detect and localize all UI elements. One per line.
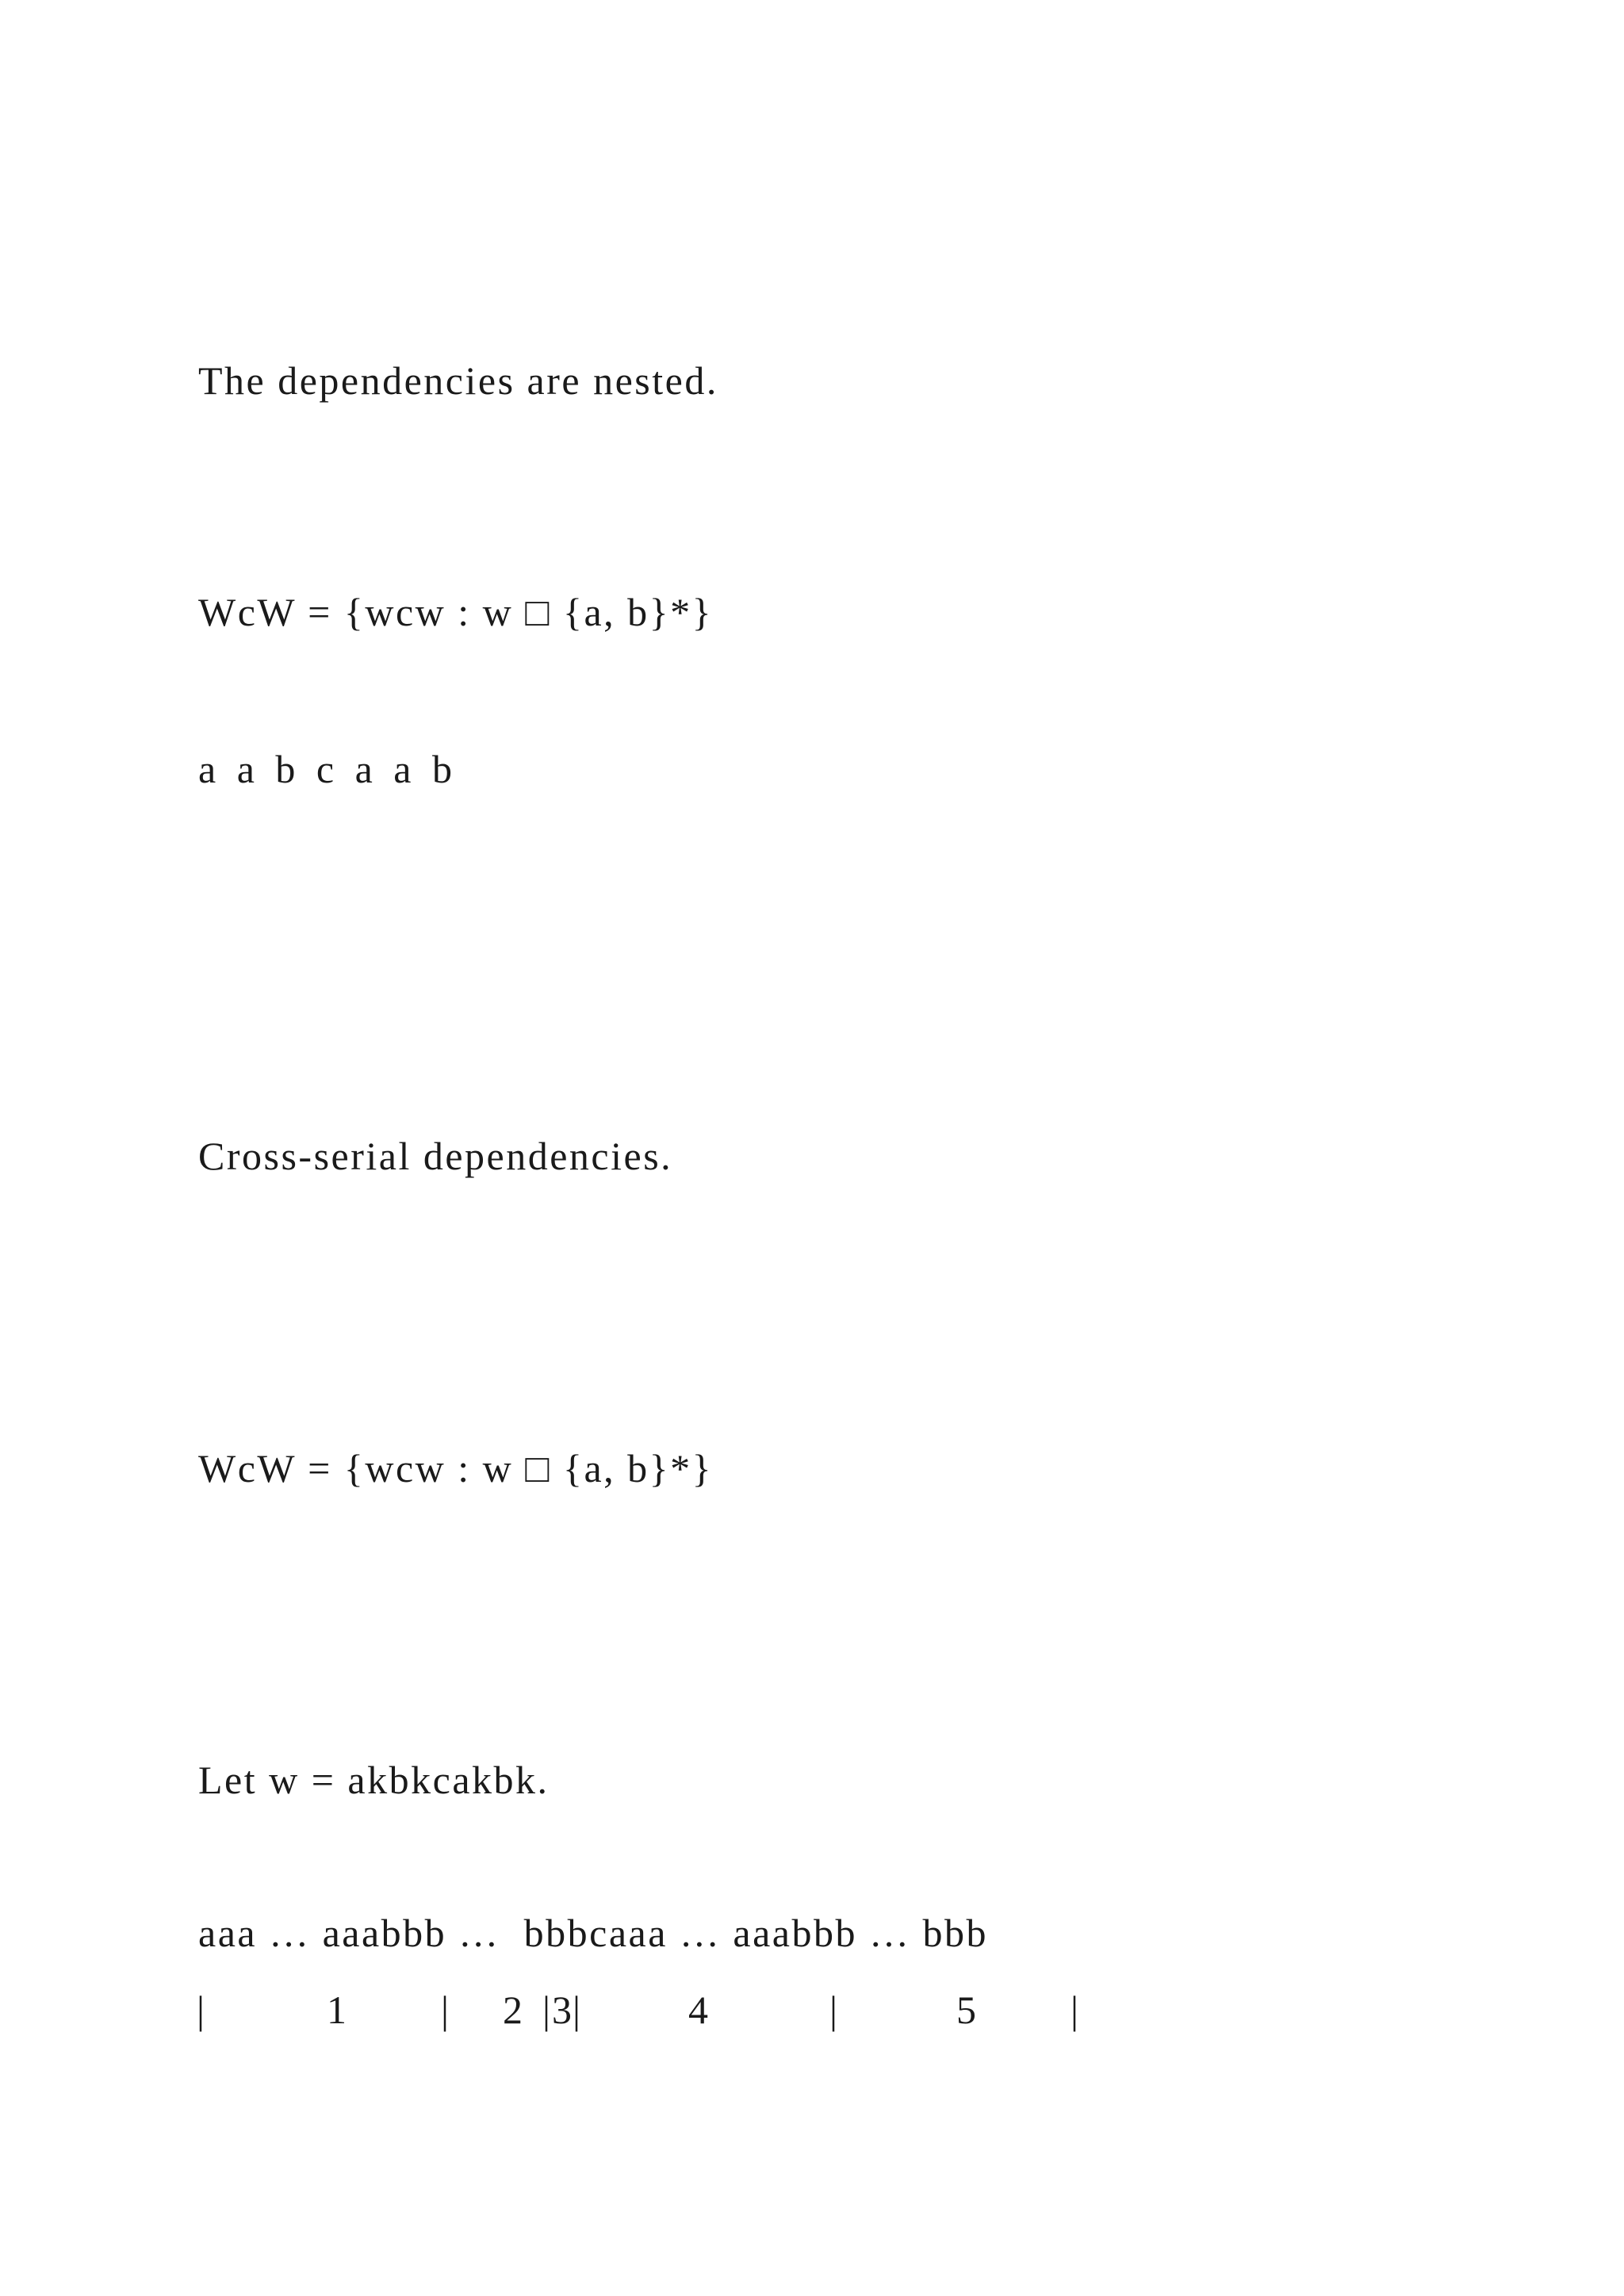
nested-dependencies-text: The dependencies are nested. [198,358,718,403]
region-label-5: 5 [956,1988,976,2032]
region-bar: | [1071,1988,1079,2032]
region-bar: | [829,1988,838,2032]
region-bar: | [441,1988,450,2032]
region-label-2: 2 [503,1988,523,2032]
let-w-definition: Let w = akbkcakbk. [198,1758,550,1802]
region-markers [0,1986,1624,2034]
region-bar: | [197,1988,205,2032]
cross-serial-text: Cross-serial dependencies. [198,1134,673,1178]
region-label-1: 1 [327,1988,347,2032]
wcw-definition-2: WcW = {wcw : w □ {a, b}*} [198,1446,714,1490]
segmented-string: aaa … aaabbb … bbbcaaa … aaabbb … bbb [198,1911,989,1955]
region-bar: | [573,1988,581,2032]
wcw-definition-1: WcW = {wcw : w □ {a, b}*} [198,590,714,634]
region-label-3: 3 [552,1988,572,2032]
region-label-4: 4 [688,1988,708,2032]
region-bar: | [542,1988,551,2032]
example-string: a a b c a a b [198,747,458,791]
